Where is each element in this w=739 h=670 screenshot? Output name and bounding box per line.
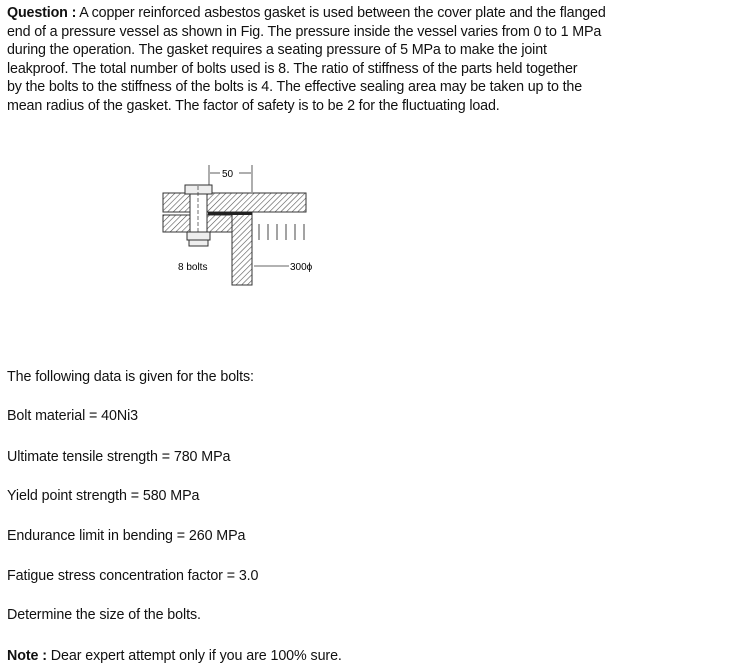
note (7, 648, 342, 664)
cover-plate (163, 193, 306, 212)
gasket (208, 212, 252, 215)
question-line-4: leakproof. The total number of bolts used is 8. The ratio of stiffness of the parts held together (7, 60, 578, 77)
question-line-3: during the operation. The gasket requires a seating pressure of 5 MPa to make the joint (7, 42, 547, 59)
vessel-wall (232, 212, 252, 285)
bolts-label: 8 bolts (178, 262, 208, 273)
ultimate-strength: Ultimate tensile strength = 780 MPa (7, 449, 231, 465)
data-intro: The following data is given for the bolts: (7, 369, 254, 385)
line-text: A copper reinforced asbestos gasket is used between the cover plate and the flanged (76, 5, 606, 21)
bolt-material: Bolt material = 40Ni3 (7, 408, 139, 424)
question-line-6: mean radius of the gasket. The factor of safety is to be 2 for the fluctuating load. (7, 97, 500, 114)
diameter-label: 300ϕ (290, 262, 313, 273)
task-text: Determine the size of the bolts. (7, 607, 201, 623)
question-line-5: by the bolts to the stiffness of the bolts is 4. The effective sealing area may be taken up to the (7, 79, 583, 96)
pressure-arrows (259, 224, 304, 240)
endurance-limit: Endurance limit in bending = 260 MPa (7, 528, 246, 544)
note-text: Dear expert attempt only if you are 100% sure. (46, 648, 342, 664)
yield-strength: Yield point strength = 580 MPa (7, 488, 200, 504)
question-line-2: end of a pressure vessel as shown in Fig. The pressure inside the vessel varies from 0 to 1 MPa (7, 23, 602, 40)
question-label: Question : (7, 5, 77, 21)
dimension-label: 50 (222, 169, 234, 180)
note-label: Note : (7, 648, 47, 664)
dimension-50 (209, 165, 252, 192)
stress-concentration: Fatigue stress concentration factor = 3.0 (7, 568, 259, 584)
